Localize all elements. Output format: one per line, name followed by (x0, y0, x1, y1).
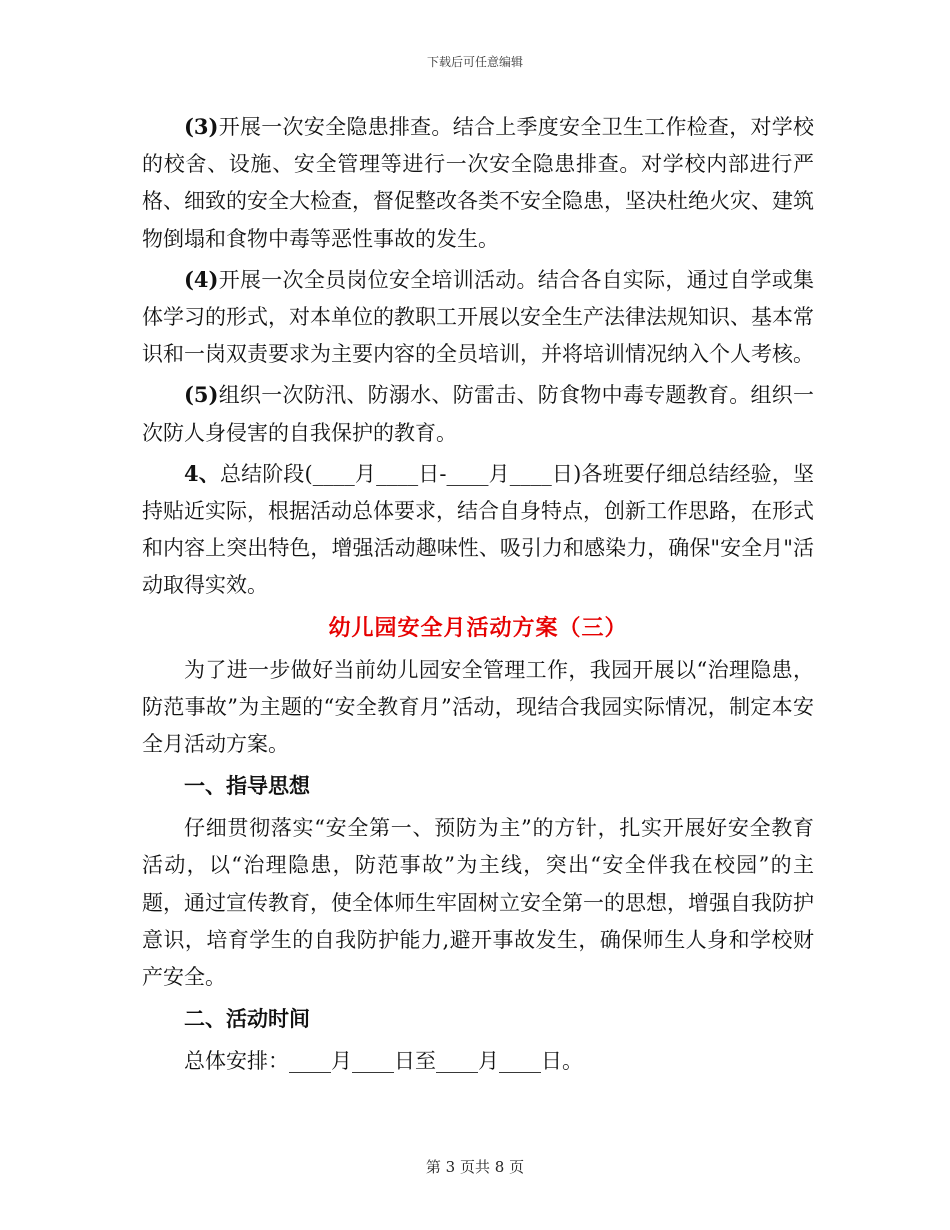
paragraph-stage-4 (142, 455, 814, 605)
page-number: 第 3 页共 8 页 (425, 1158, 525, 1176)
item-number: (5) (184, 382, 219, 408)
intro-paragraph: 为了进一步做好当前幼儿园安全管理工作，我园开展以“治理隐患，防范事故”为主题的“安全教育月”活动，现结合我园实际情况，制定本安全月活动方案。 (142, 657, 814, 757)
document-body (142, 108, 814, 1083)
stage-number: 4、 (184, 460, 220, 486)
paragraph-text: 总结阶段(____月____日-____月____日)各班要仔细总结经验，坚持贴近实际，根据活动总体要求，结合自身特点，创新工作思路，在形式和内容上突出特色，增强活动趣味性、吸引力和感染力，确保"安全月"活动取得实效。 (142, 461, 814, 598)
paragraph-item-3 (142, 108, 814, 258)
activity-time-paragraph: 总体安排：____月____日至____月____日。 (184, 1049, 583, 1074)
paragraph-text: 开展一次全员岗位安全培训活动。结合各自实际，通过自学或集体学习的形式，对本单位的教职工开展以安全生产法律法规知识、基本常识和一岗双责要求为主要内容的全员培训，并将培训情况纳入个人考核。 (142, 267, 814, 367)
paragraph-item-5 (142, 376, 814, 451)
heading-activity-time: 二、活动时间 (184, 1006, 310, 1032)
section-title: 幼儿园安全月活动方案（三） (328, 614, 628, 641)
guiding-ideology-paragraph: 仔细贯彻落实“安全第一、预防为主”的方针，扎实开展好安全教育活动，以“治理隐患，防范事故”为主线，突出“安全伴我在校园”的主题，通过宣传教育，使全体师生牢固树立安全第一的思想，增强自我防护意识，培育学生的自我防护能力,避开事故发生，确保师生人身和学校财产安全。 (142, 816, 814, 990)
item-number: (4) (184, 266, 219, 292)
heading-guiding-ideology: 一、指导思想 (184, 773, 310, 799)
paragraph-text: 组织一次防汛、防溺水、防雷击、防食物中毒专题教育。组织一次防人身侵害的自我保护的教育。 (142, 383, 814, 445)
item-number: (3) (184, 114, 219, 139)
paragraph-text: 开展一次安全隐患排查。结合上季度安全卫生工作检查，对学校的校舍、设施、安全管理等进行一次安全隐患排查。对学校内部进行严格、细致的安全大检查，督促整改各类不安全隐患，坚决杜绝火灾、建筑物倒塌和食物中毒等恶性事故的发生。 (142, 115, 814, 251)
header-note: 下载后可任意编辑 (426, 55, 523, 69)
paragraph-item-4 (142, 261, 814, 374)
